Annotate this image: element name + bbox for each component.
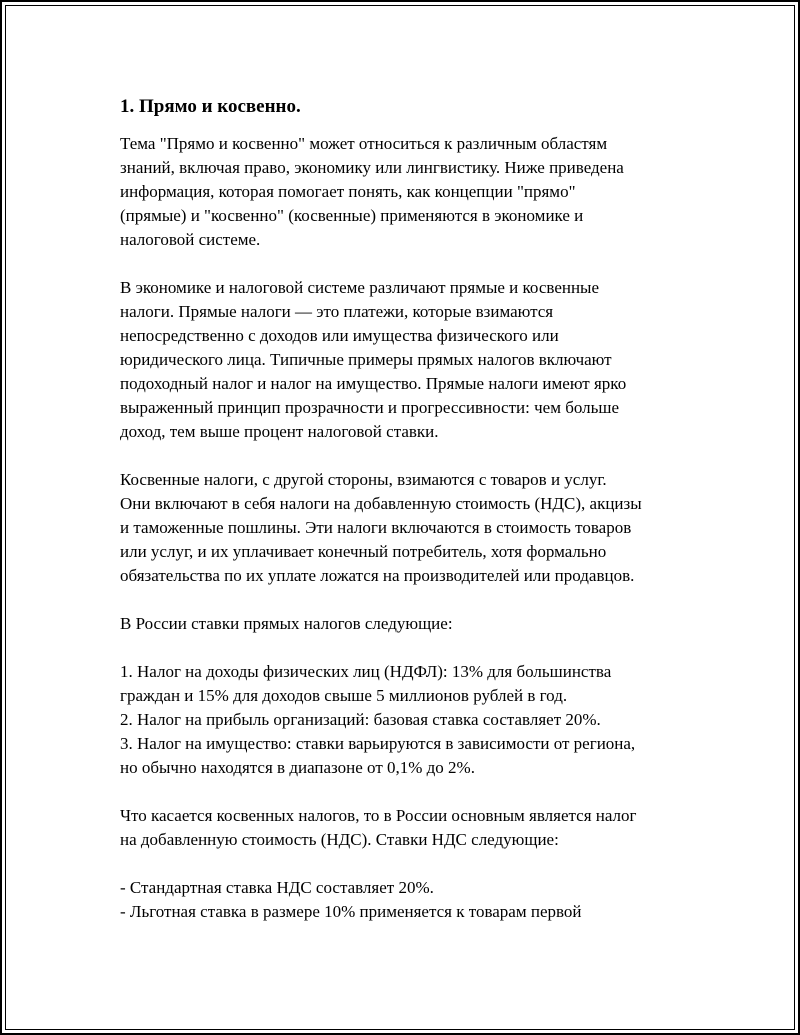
list-item: - Льготная ставка в размере 10% применяется к товарам первой (120, 902, 582, 921)
russia-direct-intro: В России ставки прямых налогов следующие: (120, 614, 453, 633)
text-line: Что касается косвенных налогов, то в России основным является налог (120, 806, 637, 825)
list-item: - Стандартная ставка НДС составляет 20%. (120, 878, 434, 897)
text-line: Косвенные налоги, с другой стороны, взимаются с товаров и услуг. (120, 470, 607, 489)
direct-taxes-paragraph (120, 276, 710, 444)
list-item: но обычно находятся в диапазоне от 0,1% до 2%. (120, 758, 475, 777)
text-line: Они включают в себя налоги на добавленную стоимость (НДС), акцизы (120, 494, 642, 513)
list-item: 2. Налог на прибыль организаций: базовая ставка составляет 20%. (120, 710, 601, 729)
paragraph-gap (120, 252, 710, 276)
text-line: или услуг, и их уплачивает конечный потребитель, хотя формально (120, 542, 607, 561)
paragraph-gap (120, 780, 710, 804)
text-line: доход, тем выше процент налоговой ставки. (120, 422, 439, 441)
text-line: Тема "Прямо и косвенно" может относиться к различным областям (120, 134, 608, 153)
list-item: граждан и 15% для доходов свыше 5 миллионов рублей в год. (120, 686, 568, 705)
text-line: налоговой системе. (120, 230, 261, 249)
text-line: выраженный принцип прозрачности и прогрессивности: чем больше (120, 398, 620, 417)
text-line: знаний, включая право, экономику или лингвистику. Ниже приведена (120, 158, 624, 177)
russia-vat-intro (120, 804, 710, 852)
list-item: 1. Налог на доходы физических лиц (НДФЛ): 13% для большинства (120, 662, 612, 681)
text-line: подоходный налог и налог на имущество. Прямые налоги имеют ярко (120, 374, 627, 393)
paragraph-gap (120, 444, 710, 468)
indirect-taxes-paragraph (120, 468, 710, 588)
text-line: обязательства по их уплате ложатся на производителей или продавцов. (120, 566, 635, 585)
text-line: непосредственно с доходов или имущества физического или (120, 326, 559, 345)
text-line: (прямые) и "косвенно" (косвенные) применяются в экономике и (120, 206, 584, 225)
list-item: 3. Налог на имущество: ставки варьируются в зависимости от региона, (120, 734, 636, 753)
text-line: налоги. Прямые налоги — это платежи, которые взимаются (120, 302, 554, 321)
document-body (120, 94, 710, 924)
document-heading: 1. Прямо и косвенно. (120, 96, 301, 117)
text-line: на добавленную стоимость (НДС). Ставки НДС следующие: (120, 830, 559, 849)
text-line: и таможенные пошлины. Эти налоги включаются в стоимость товаров (120, 518, 632, 537)
paragraph-gap (120, 588, 710, 612)
text-line: информация, которая помогает понять, как концепции "прямо" (120, 182, 576, 201)
intro-paragraph (120, 132, 710, 252)
paragraph-gap (120, 852, 710, 876)
text-line: юридического лица. Типичные примеры прямых налогов включают (120, 350, 612, 369)
russia-direct-list (120, 660, 710, 780)
paragraph-gap (120, 636, 710, 660)
vat-rates-list (120, 876, 710, 924)
text-line: В экономике и налоговой системе различают прямые и косвенные (120, 278, 600, 297)
